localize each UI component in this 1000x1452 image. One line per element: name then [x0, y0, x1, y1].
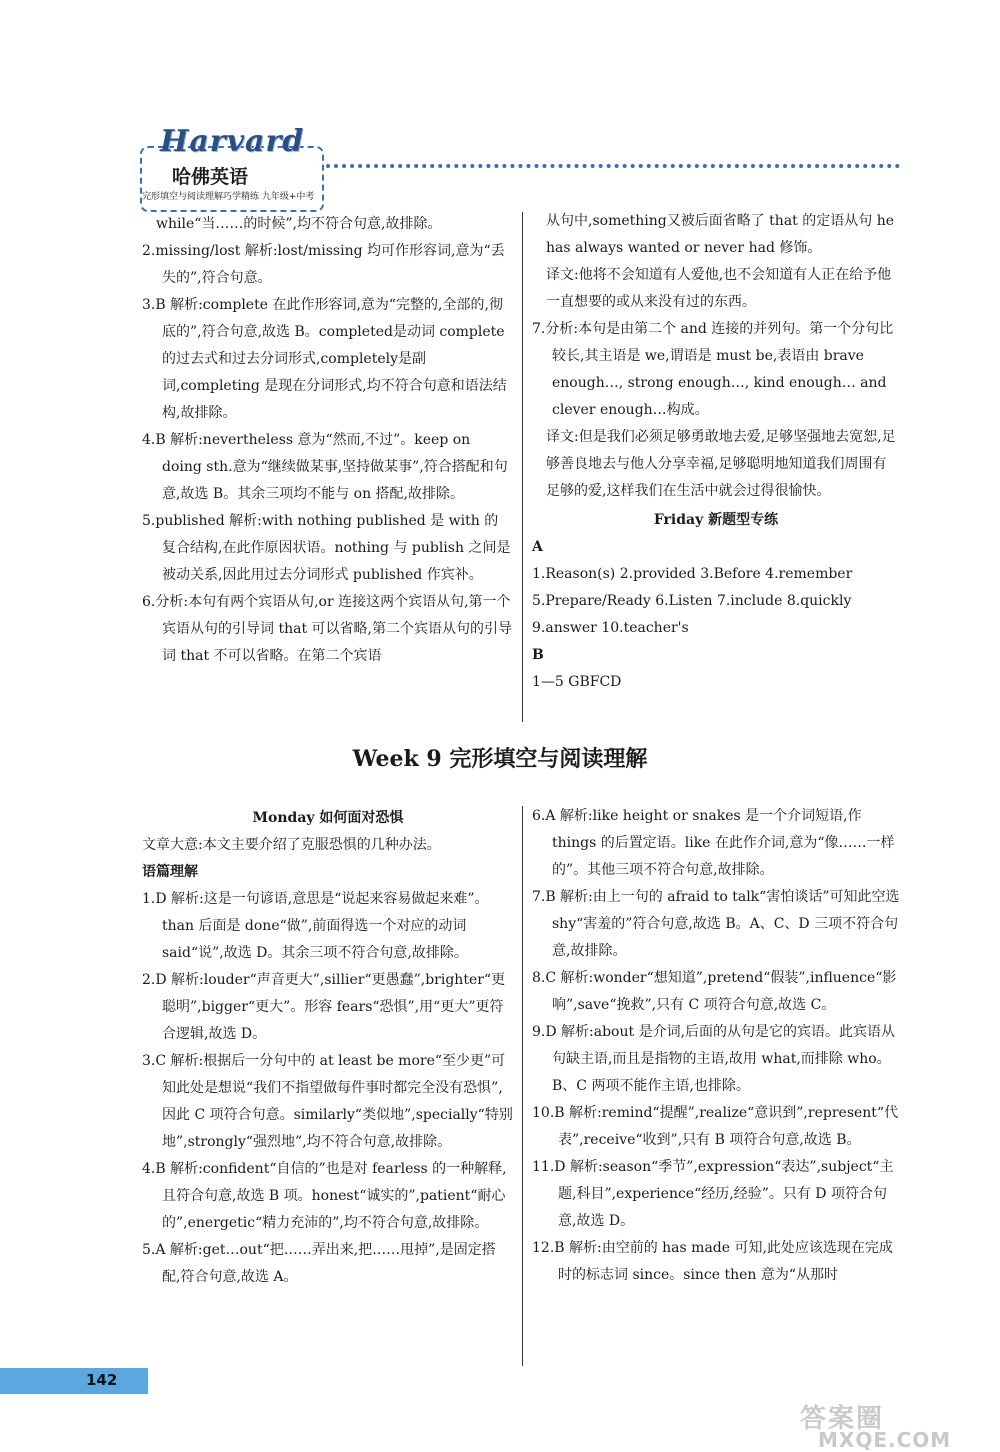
answer-item: 5.A 解析:get…out“把……弄出来,把……甩掉”,是固定搭配,符合句意,故选 A。	[142, 1242, 496, 1285]
column-divider-top	[522, 212, 523, 722]
answer-line: 9.answer 10.teacher's	[532, 620, 689, 636]
watermark-url: MXQE.COM	[818, 1428, 952, 1452]
answer-item: 11.D 解析:season“季节”,expression“表达”,subject“主题,科目”,experience“经历,经验”。只有 D 项符合句意,故选 D。	[532, 1159, 894, 1229]
logo-chinese-title: 哈佛英语	[172, 166, 249, 188]
answer-item: 8.C 解析:wonder“想知道”,pretend“假装”,influence“影响”,save“挽救”,只有 C 项符合句意,故选 C。	[532, 970, 897, 1013]
section-label: 语篇理解	[142, 864, 198, 880]
answer-line: 5.Prepare/Ready 6.Listen 7.include 8.quickly	[532, 593, 852, 609]
answer-item: 2.D 解析:louder“声音更大”,sillier“更愚蠢”,brighter“更聪明”,bigger“更大”。形容 fears“恐惧”,用“更大”更符合逻辑,故选 D。	[142, 972, 506, 1042]
answer-item: while“当……的时候”,均不符合句意,故排除。	[156, 216, 442, 232]
answer-item: 9.D 解析:about 是介词,后面的从句是它的宾语。此宾语从句缺主语,而且是指物的主语,故用 what,而排除 who。B、C 两项不能作主语,也排除。	[532, 1024, 896, 1094]
answer-item: 12.B 解析:由空前的 has made 可知,此处应该选现在完成时的标志词 since。since then 意为“从那时	[532, 1240, 893, 1283]
article-summary: 文章大意:本文主要介绍了克服恐惧的几种办法。	[142, 837, 441, 853]
translation: 译文:他将不会知道有人爱他,也不会知道有人正在给予他一直想要的或从来没有过的东西。	[546, 267, 892, 310]
answer-item: 1.D 解析:这是一句谚语,意思是“说起来容易做起来难”。than 后面是 done“做”,前面得选一个对应的动词 said“说”,故选 D。其余三项不符合句意,故排除。	[142, 891, 489, 961]
answer-item: 6.A 解析:like height or snakes 是一个介词短语,作 things 的后置定语。like 在此作介词,意为“像……一样的”。其他三项不符合句意,故排除。	[532, 808, 895, 878]
answer-item: 2.missing/lost 解析:lost/missing 均可作形容词,意为“丢失的”,符合句意。	[142, 243, 505, 286]
continuation-text: 从句中,something又被后面省略了 that 的定语从句 he has always wanted or never had 修饰。	[546, 213, 894, 256]
book-subtitle: 完形填空与阅读理解巧学精练 九年级+中考	[142, 192, 315, 202]
answer-item: 4.B 解析:confident“自信的”也是对 fearless 的一种解释,且符合句意,故选 B 项。honest“诚实的”,patient“耐心的”,energetic“精力充沛的”,均不符合句意,故排除。	[142, 1161, 507, 1231]
answer-item: 6.分析:本句有两个宾语从句,or 连接这两个宾语从句,第一个宾语从句的引导词 that 可以省略,第二个宾语从句的引导词 that 不可以省略。在第二个宾语	[142, 594, 512, 664]
answer-line: 1—5 GBFCD	[532, 674, 622, 690]
header-dotted-rule	[326, 164, 900, 168]
answer-item: 5.published 解析:with nothing published 是 with 的复合结构,在此作原因状语。nothing 与 publish 之间是被动关系,因此用过去分词形式 published 作宾补。	[142, 513, 511, 583]
answer-item: 3.B 解析:complete 在此作形容词,意为“完整的,全部的,彻底的”,符合句意,故选 B。completed是动词 complete 的过去式和过去分词形式,completely是副词,completing 是现在分词形式,均不符合句意和语法结构,故排除。	[142, 297, 507, 421]
logo-harvard: Harvard	[160, 124, 305, 159]
top-right-column	[532, 208, 900, 696]
part-label-a: A	[532, 539, 543, 555]
answer-item: 7.B 解析:由上一句的 afraid to talk“害怕谈话”可知此空选 shy“害羞的”符合句意,故选 B。A、C、D 三项不符合句意,故排除。	[532, 889, 900, 959]
answer-item: 7.分析:本句是由第二个 and 连接的并列句。第一个分句比较长,其主语是 we,谓语是 must be,表语由 brave enough…, strong enough…, kind enough… and clever enough…构成。	[532, 321, 894, 418]
page-number-bar	[0, 1368, 148, 1394]
week-heading: Week 9 完形填空与阅读理解	[352, 746, 648, 772]
answer-item: 3.C 解析:根据后一分句中的 at least be more“至少更”可知此处是想说“我们不指望做每件事时都完全没有恐惧”,因此 C 项符合句意。similarly“类似地”,specially“特别地”,strongly“强烈地”,均不符合句意,故排除。	[142, 1053, 513, 1150]
bottom-left-column	[142, 805, 514, 1291]
column-divider-bottom	[522, 806, 523, 1366]
top-left-column	[142, 211, 512, 670]
bottom-right-column	[532, 803, 902, 1289]
answer-item: 10.B 解析:remind“提醒”,realize“意识到”,represent“代表”,receive“收到”,只有 B 项符合句意,故选 B。	[532, 1105, 899, 1148]
watermark-logo: 答案圈	[800, 1404, 885, 1434]
part-label-b: B	[532, 647, 544, 663]
page-number: 142	[86, 1371, 118, 1389]
translation: 译文:但是我们必须足够勇敢地去爱,足够坚强地去宽恕,足够善良地去与他人分享幸福,足够聪明地知道我们周围有足够的爱,这样我们在生活中就会过得很愉快。	[546, 429, 896, 499]
answer-line: 1.Reason(s) 2.provided 3.Before 4.remember	[532, 566, 853, 582]
answer-item: 4.B 解析:nevertheless 意为“然而,不过”。keep on doing sth.意为“继续做某事,坚持做某事”,符合搭配和句意,故选 B。其余三项均不能与 on 搭配,故排除。	[142, 432, 508, 502]
section-title-monday: Monday 如何面对恐惧	[252, 810, 404, 826]
section-title-friday: Friday 新题型专练	[653, 512, 779, 528]
